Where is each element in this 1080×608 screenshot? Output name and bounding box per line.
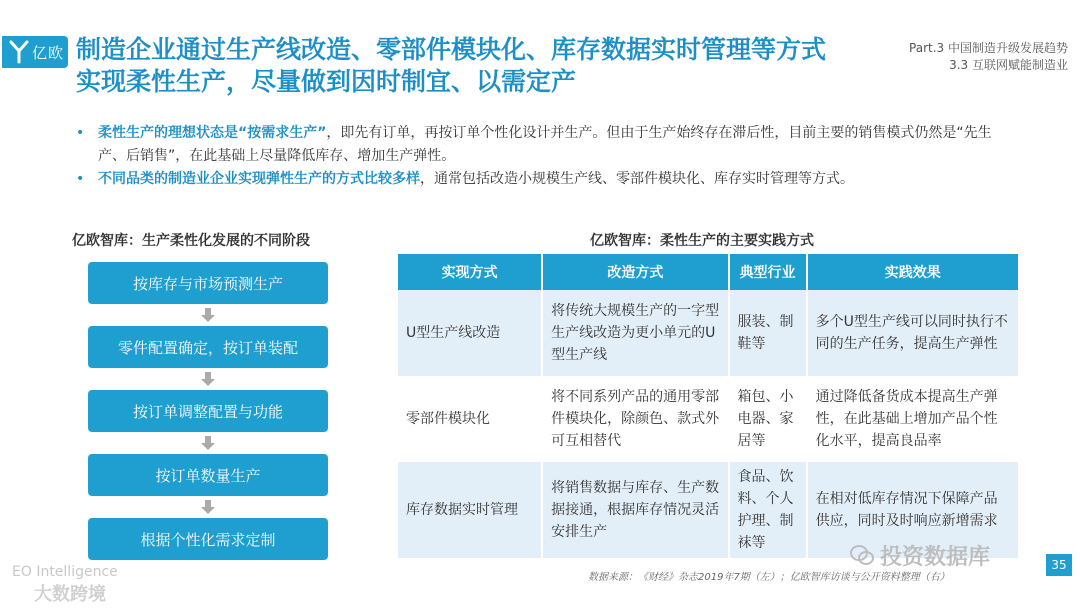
flow-step: 根据个性化需求定制 — [88, 518, 328, 560]
table-cell: 库存数据实时管理 — [398, 462, 542, 558]
left-heading: 亿欧智库：生产柔性化发展的不同阶段 — [72, 233, 310, 249]
bullet-list — [76, 122, 1016, 191]
table-cell: 将销售数据与库存、生产数据接通，根据库存情况灵活安排生产 — [542, 462, 728, 558]
table-cell: 在相对低库存情况下保障产品供应，同时及时响应新增需求 — [807, 462, 1019, 558]
eo-watermark: EO Intelligence — [12, 564, 118, 580]
part-line-1: Part.3 中国制造升级发展趋势 — [909, 41, 1068, 55]
bullet-highlight: 柔性生产的理想状态是“按需求生产” — [98, 125, 327, 141]
yiou-logo-icon — [8, 39, 30, 65]
practice-table — [398, 254, 1020, 558]
bullet-text: ，通常包括改造小规模生产线、零部件模块化、库存实时管理等方式。 — [420, 171, 854, 187]
arrow-down-icon — [88, 304, 328, 326]
table-cell: U型生产线改造 — [398, 290, 542, 376]
bullet-dot-icon: • — [76, 171, 85, 187]
yiou-logo — [2, 36, 68, 68]
table-cell: 零部件模块化 — [398, 376, 542, 462]
table-cell: 多个U型生产线可以同时执行不同的生产任务，提高生产弹性 — [807, 290, 1019, 376]
wechat-watermark: 投资数据库 — [880, 545, 991, 570]
table-header-cell: 典型行业 — [729, 254, 807, 290]
flow-step: 零件配置确定，按订单装配 — [88, 326, 328, 368]
table-cell: 将不同系列产品的通用零部件模块化，除颜色、款式外可互相替代 — [542, 376, 728, 462]
table-cell: 服装、制鞋等 — [729, 290, 807, 376]
part-label — [909, 40, 1068, 74]
page-title: 制造企业通过生产线改造、零部件模块化、库存数据实时管理等方式实现柔性生产，尽量做到因时制宜、以需定产 — [76, 35, 827, 96]
right-heading: 亿欧智库：柔性生产的主要实践方式 — [590, 233, 814, 249]
table-row — [398, 376, 1019, 462]
wechat-icon — [850, 544, 874, 566]
part-line-2: 3.3 互联网赋能制造业 — [949, 58, 1068, 72]
arrow-down-icon — [88, 368, 328, 390]
arrow-down-icon — [88, 496, 328, 518]
flow-step: 按订单数量生产 — [88, 454, 328, 496]
table-cell: 通过降低备货成本提高生产弹性，在此基础上增加产品个性化水平，提高良品率 — [807, 376, 1019, 462]
table-row — [398, 290, 1019, 376]
arrow-down-icon — [88, 432, 328, 454]
logo-text: 亿欧 — [32, 43, 65, 62]
table-cell: 箱包、小电器、家居等 — [729, 376, 807, 462]
table-cell: 食品、饮料、个人护理、制袜等 — [729, 462, 807, 558]
table-header-cell: 实践效果 — [807, 254, 1019, 290]
bigdata-watermark: 大数跨境 — [34, 584, 106, 605]
bullet-text: ，即先有订单，再按订单个性化设计并生产。但由于生产始终存在滞后性，目前主要的销售模式仍然是“先生产、后销售”，在此基础上尽量降低库存、增加生产弹性。 — [98, 125, 992, 164]
flow-diagram — [88, 262, 328, 560]
page-number: 35 — [1046, 554, 1072, 576]
bullet-dot-icon: • — [76, 125, 85, 141]
bullet-item — [76, 122, 1016, 168]
flow-step: 按订单调整配置与功能 — [88, 390, 328, 432]
bullet-item — [76, 168, 1016, 191]
table-header-cell: 改造方式 — [542, 254, 728, 290]
table-header-row — [398, 254, 1019, 290]
flow-step: 按库存与市场预测生产 — [88, 262, 328, 304]
table-cell: 将传统大规模生产的一字型生产线改造为更小单元的U型生产线 — [542, 290, 728, 376]
source-note: 数据来源：《财经》杂志2019年7期（左）；亿欧智库访谈与公开资料整理（右） — [588, 572, 950, 583]
bullet-highlight: 不同品类的制造业企业实现弹性生产的方式比较多样 — [98, 171, 420, 187]
table-header-cell: 实现方式 — [398, 254, 542, 290]
